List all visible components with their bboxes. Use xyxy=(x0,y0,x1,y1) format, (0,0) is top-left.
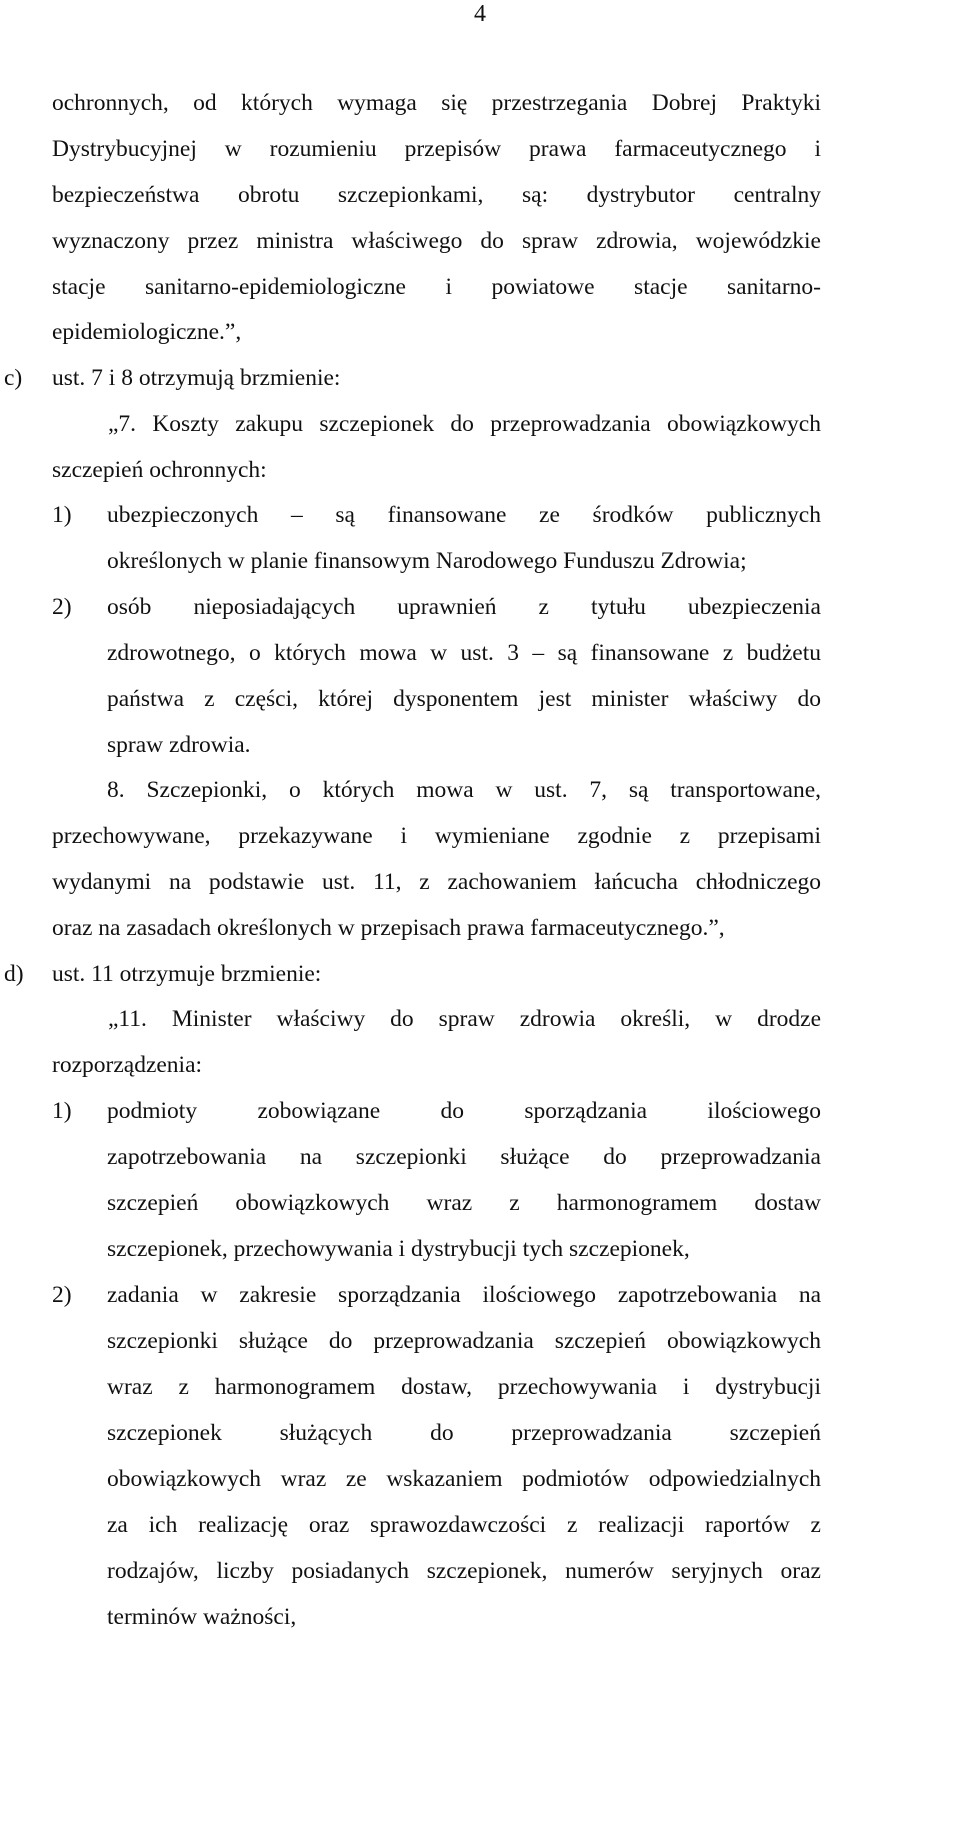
text-line: szczepień ochronnych: xyxy=(52,457,267,483)
text-line: wraz z harmonogramem dostaw, przechowywania i dystrybucji xyxy=(107,1374,821,1400)
text-line: stacje sanitarno-epidemiologiczne i powiatowe stacje sanitarno- xyxy=(52,274,821,300)
item-text: ust. 11 otrzymuje brzmienie: xyxy=(52,961,322,987)
text-line: oraz na zasadach określonych w przepisach prawa farmaceutycznego.”, xyxy=(52,915,725,941)
text-line: określonych w planie finansowym Narodowego Funduszu Zdrowia; xyxy=(107,548,747,574)
text-line: zadania w zakresie sporządzania ilościowego zapotrzebowania na xyxy=(107,1282,821,1308)
text-line: obowiązkowych wraz ze wskazaniem podmiotów odpowiedzialnych xyxy=(107,1466,821,1492)
page-number: 4 xyxy=(474,1,486,27)
text-line: 8. Szczepionki, o których mowa w ust. 7, są transportowane, xyxy=(107,777,821,803)
text-line: wyznaczony przez ministra właściwego do spraw zdrowia, wojewódzkie xyxy=(52,228,821,254)
text-line: podmioty zobowiązane do sporządzania ilościowego xyxy=(107,1098,821,1124)
text-line: przechowywane, przekazywane i wymieniane zgodnie z przepisami xyxy=(52,823,821,849)
text-line: ochronnych, od których wymaga się przestrzegania Dobrej Praktyki xyxy=(52,90,821,116)
text-line: Dystrybucyjnej w rozumieniu przepisów prawa farmaceutycznego i xyxy=(52,136,821,162)
text-line: szczepień obowiązkowych wraz z harmonogramem dostaw xyxy=(107,1190,821,1216)
text-line: ubezpieczonych – są finansowane ze środków publicznych xyxy=(107,502,821,528)
text-line: spraw zdrowia. xyxy=(107,732,251,758)
text-line: terminów ważności, xyxy=(107,1604,297,1630)
text-line: bezpieczeństwa obrotu szczepionkami, są: dystrybutor centralny xyxy=(52,182,821,208)
text-line: „11. Minister właściwy do spraw zdrowia określi, w drodze xyxy=(108,1006,821,1032)
text-line: rozporządzenia: xyxy=(52,1052,203,1078)
item-marker: d) xyxy=(4,961,24,987)
point-marker: 1) xyxy=(52,1098,72,1124)
text-line: osób nieposiadających uprawnień z tytułu ubezpieczenia xyxy=(107,594,821,620)
text-line: wydanymi na podstawie ust. 11, z zachowaniem łańcucha chłodniczego xyxy=(52,869,821,895)
text-line: epidemiologiczne.”, xyxy=(52,319,242,345)
text-line: zdrowotnego, o których mowa w ust. 3 – są finansowane z budżetu xyxy=(107,640,821,666)
item-marker: c) xyxy=(4,365,23,391)
point-marker: 2) xyxy=(52,594,72,620)
text-line: państwa z części, której dysponentem jest minister właściwy do xyxy=(107,686,821,712)
point-marker: 1) xyxy=(52,502,72,528)
text-line: za ich realizację oraz sprawozdawczości z realizacji raportów z xyxy=(107,1512,821,1538)
text-line: zapotrzebowania na szczepionki służące do przeprowadzania xyxy=(107,1144,821,1170)
text-line: szczepionek służących do przeprowadzania szczepień xyxy=(107,1420,821,1446)
text-line: rodzajów, liczby posiadanych szczepionek, numerów seryjnych oraz xyxy=(107,1558,821,1584)
item-text: ust. 7 i 8 otrzymują brzmienie: xyxy=(52,365,341,391)
text-line: „7. Koszty zakupu szczepionek do przeprowadzania obowiązkowych xyxy=(108,411,821,437)
text-line: szczepionki służące do przeprowadzania szczepień obowiązkowych xyxy=(107,1328,821,1354)
point-marker: 2) xyxy=(52,1282,72,1308)
text-line: szczepionek, przechowywania i dystrybucji tych szczepionek, xyxy=(107,1236,690,1262)
